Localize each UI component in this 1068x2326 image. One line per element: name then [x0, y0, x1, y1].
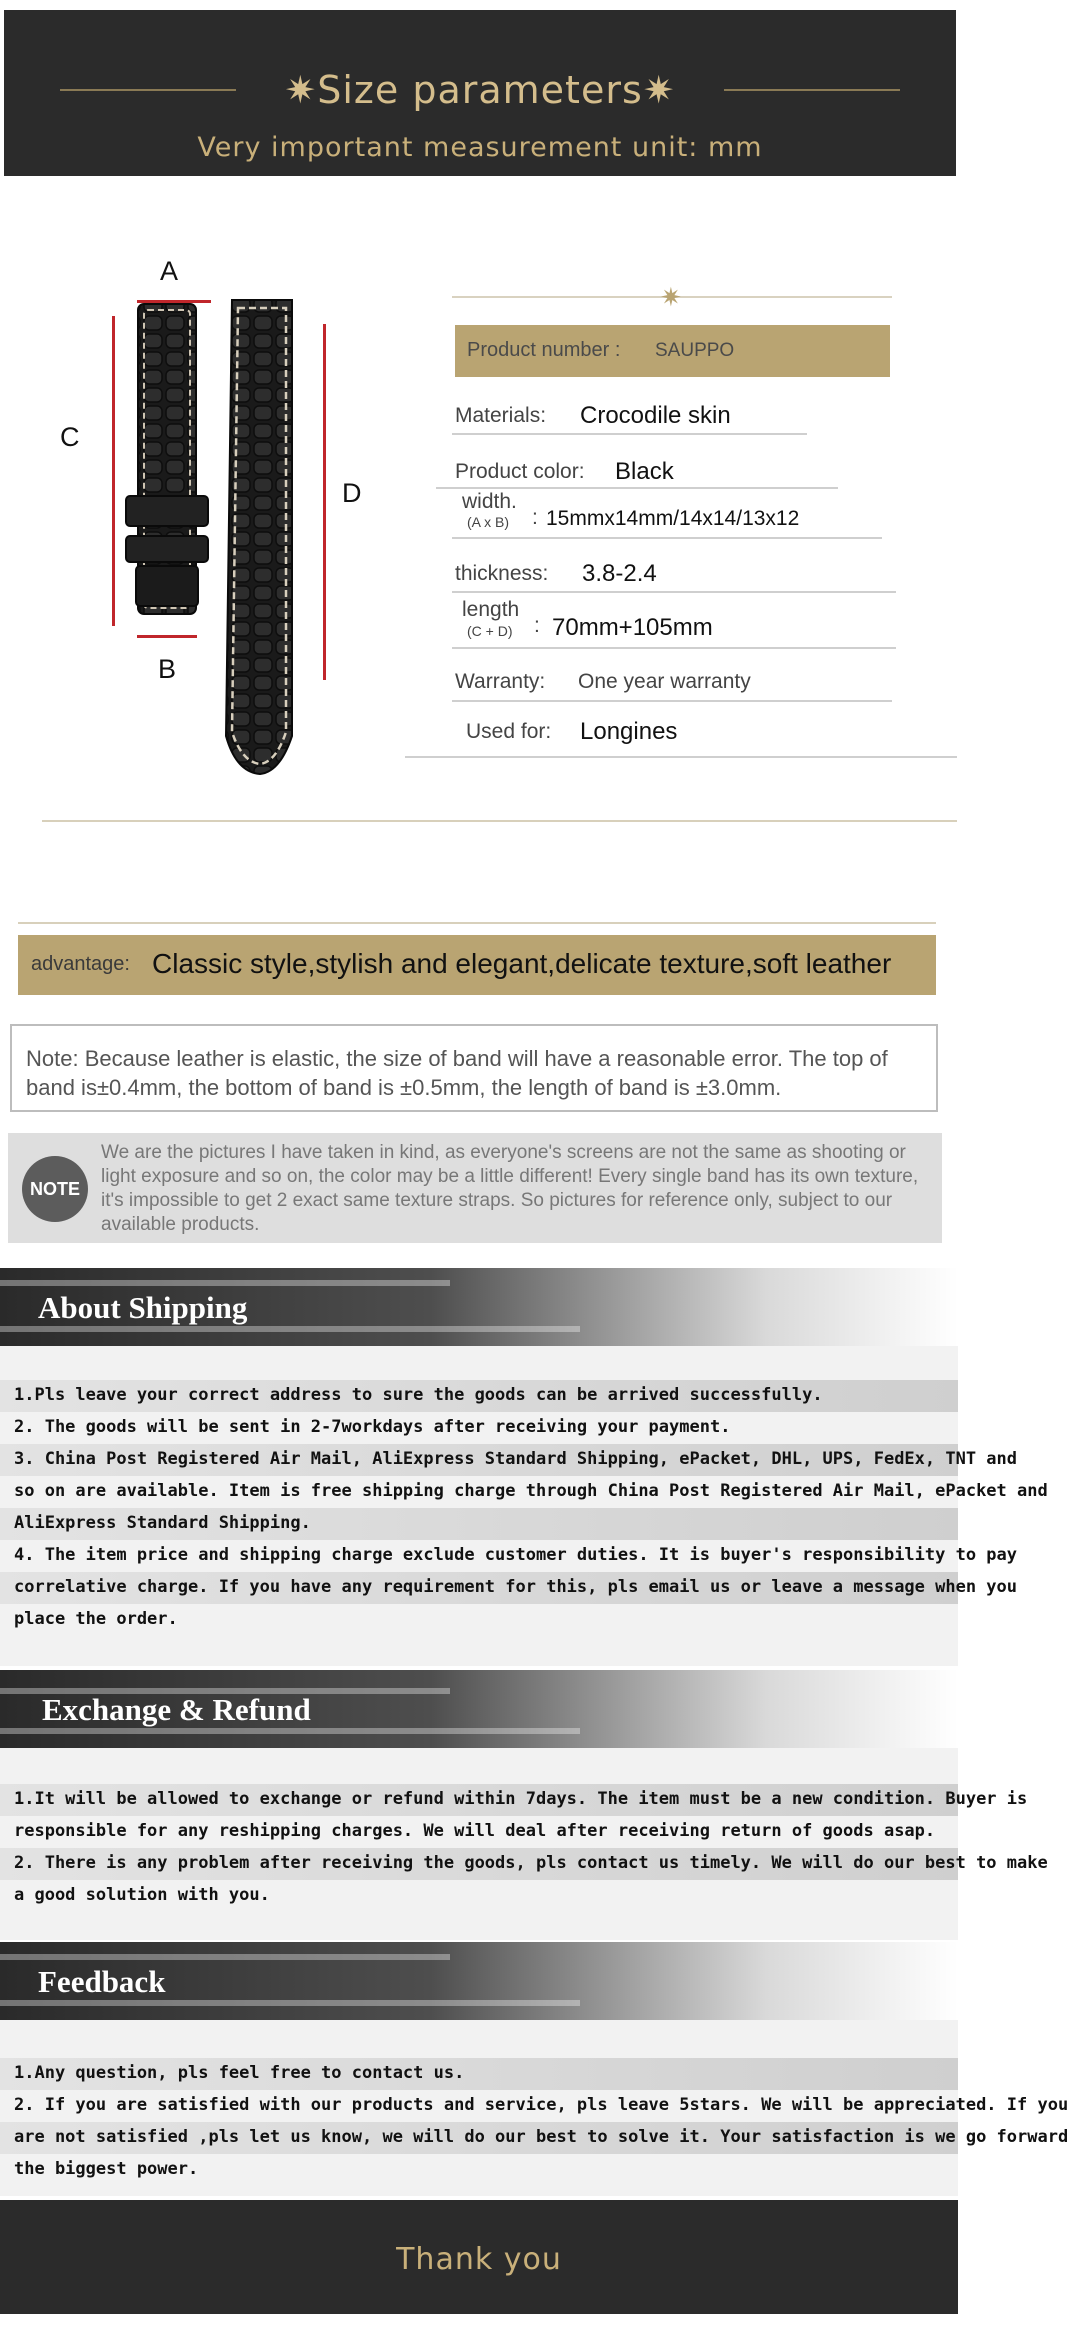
- spec-length-sub: (C + D): [467, 623, 513, 639]
- shipping-line-1: 1.Pls leave your correct address to sure the goods can be arrived successfully.: [0, 1380, 958, 1412]
- shipping-section: [0, 1346, 1048, 1666]
- spec-separator: [452, 433, 807, 435]
- dimension-b-line: [137, 635, 197, 638]
- dimension-a-line: [137, 300, 211, 303]
- dimension-c-label: C: [60, 422, 80, 452]
- spec-width-colon: :: [532, 506, 538, 529]
- ornament-icon: ✷: [660, 283, 682, 313]
- shipping-line-7: correlative charge. If you have any requirement for this, pls email us or leave a message when you: [0, 1572, 958, 1604]
- shipping-line-4: so on are available. Item is free shipping charge through China Post Registered Air Mail, ePacket and: [0, 1476, 958, 1508]
- spec-thickness-value: 3.8-2.4: [582, 560, 657, 587]
- product-number-bar: [455, 325, 890, 377]
- shipping-line-2: 2. The goods will be sent in 2-7workdays after receiving your payment.: [0, 1412, 958, 1444]
- refund-title: Exchange & Refund: [42, 1692, 311, 1727]
- watch-strap-image: [120, 296, 320, 776]
- header-title: ✷Size parameters✷: [284, 68, 676, 112]
- feedback-title: Feedback: [38, 1964, 166, 1999]
- thank-you-text: Thank you: [396, 2242, 562, 2277]
- photo-note-box: [8, 1133, 942, 1243]
- spec-separator: [452, 537, 882, 539]
- spec-color-value: Black: [615, 458, 674, 485]
- spec-materials-value: Crocodile skin: [580, 402, 731, 429]
- note-badge-icon: NOTE: [22, 1156, 88, 1222]
- spec-width-value: 15mmx14mm/14x14/13x12: [546, 507, 800, 530]
- banner-stripe: [0, 1280, 450, 1286]
- thank-you-footer: [0, 2200, 958, 2314]
- spec-separator: [452, 647, 896, 649]
- banner-stripe: [0, 1954, 450, 1960]
- spec-length-key: length: [462, 598, 520, 621]
- spec-used-for-value: Longines: [580, 718, 678, 745]
- dimension-d-label: D: [342, 478, 362, 508]
- shipping-line-5: AliExpress Standard Shipping.: [0, 1508, 958, 1540]
- elasticity-note-box: [10, 1024, 938, 1112]
- dimension-b-label: B: [158, 654, 177, 684]
- banner-stripe: [0, 1728, 580, 1734]
- spec-length-colon: :: [534, 614, 540, 637]
- spec-separator: [452, 591, 896, 593]
- photo-note-text: We are the pictures I have taken in kind, as everyone's screens are not the same as shooting or light exposure and so on, the color may be a little different! Every single band has its own texture, it's impossible to get 2 exact same texture straps. So pictures for reference only, subject to our available products.: [101, 1142, 919, 1235]
- shipping-banner: [0, 1268, 958, 1346]
- banner-stripe: [0, 1326, 580, 1332]
- product-number-value: SAUPPO: [655, 340, 735, 361]
- advantage-bar: [18, 935, 936, 995]
- header-subtitle: Very important measurement unit: mm: [197, 132, 763, 163]
- feedback-banner: [0, 1942, 958, 2020]
- feedback-line-1: 1.Any question, pls feel free to contact us.: [0, 2058, 958, 2090]
- spec-separator: [452, 700, 892, 702]
- spec-thickness-key: thickness:: [455, 562, 549, 585]
- feedback-section: [0, 2020, 1068, 2196]
- refund-section: [0, 1748, 1048, 1940]
- spec-used-for-key: Used for:: [466, 720, 552, 743]
- spec-length-value: 70mm+105mm: [552, 614, 713, 641]
- refund-line-4: a good solution with you.: [0, 1880, 958, 1912]
- spec-warranty-key: Warranty:: [455, 670, 546, 693]
- spec-width-sub: (A x B): [467, 514, 510, 530]
- dimension-a-label: A: [160, 256, 179, 286]
- spec-materials-key: Materials:: [455, 404, 547, 427]
- refund-line-2: responsible for any reshipping charges. We will deal after receiving return of goods asap.: [0, 1816, 958, 1848]
- spec-width-key: width.: [462, 490, 517, 513]
- advantage-key: advantage:: [31, 953, 130, 975]
- section-rule: [42, 820, 957, 822]
- spec-warranty-value: One year warranty: [578, 670, 751, 693]
- spec-color-key: Product color:: [455, 460, 585, 483]
- banner-stripe: [0, 2000, 580, 2006]
- section-rule: [18, 922, 936, 924]
- shipping-line-6: 4. The item price and shipping charge exclude customer duties. It is buyer's responsibility to pay: [0, 1540, 958, 1572]
- feedback-line-3: are not satisfied ,pls let us know, we will do our best to solve it. Your satisfaction is we go forward: [0, 2122, 958, 2154]
- elasticity-note-text: Note: Because leather is elastic, the size of band will have a reasonable error. The top of band is±0.4mm, the bottom of band is ±0.5mm, the length of band is ±3.0mm.: [26, 1046, 888, 1100]
- dimension-c-line: [112, 316, 115, 626]
- refund-line-3: 2. There is any problem after receiving the goods, pls contact us timely. We will do our best to make: [0, 1848, 958, 1880]
- shipping-line-3: 3. China Post Registered Air Mail, AliExpress Standard Shipping, ePacket, DHL, UPS, FedEx, TNT and: [0, 1444, 958, 1476]
- product-number-key: Product number :: [467, 339, 621, 361]
- feedback-line-4: the biggest power.: [0, 2154, 958, 2186]
- advantage-value: Classic style,stylish and elegant,delicate texture,soft leather: [152, 948, 892, 979]
- spec-separator: [436, 487, 838, 489]
- refund-line-1: 1.It will be allowed to exchange or refund within 7days. The item must be a new condition. Buyer is: [0, 1784, 958, 1816]
- shipping-line-8: place the order.: [0, 1604, 958, 1636]
- dimension-d-line: [323, 324, 326, 680]
- feedback-line-2: 2. If you are satisfied with our products and service, pls leave 5stars. We will be appreciated. If you: [0, 2090, 958, 2122]
- size-parameters-header: [4, 10, 956, 176]
- spec-materials: [455, 404, 546, 428]
- refund-banner: [0, 1670, 958, 1748]
- spec-separator: [405, 756, 957, 758]
- shipping-title: About Shipping: [38, 1290, 248, 1325]
